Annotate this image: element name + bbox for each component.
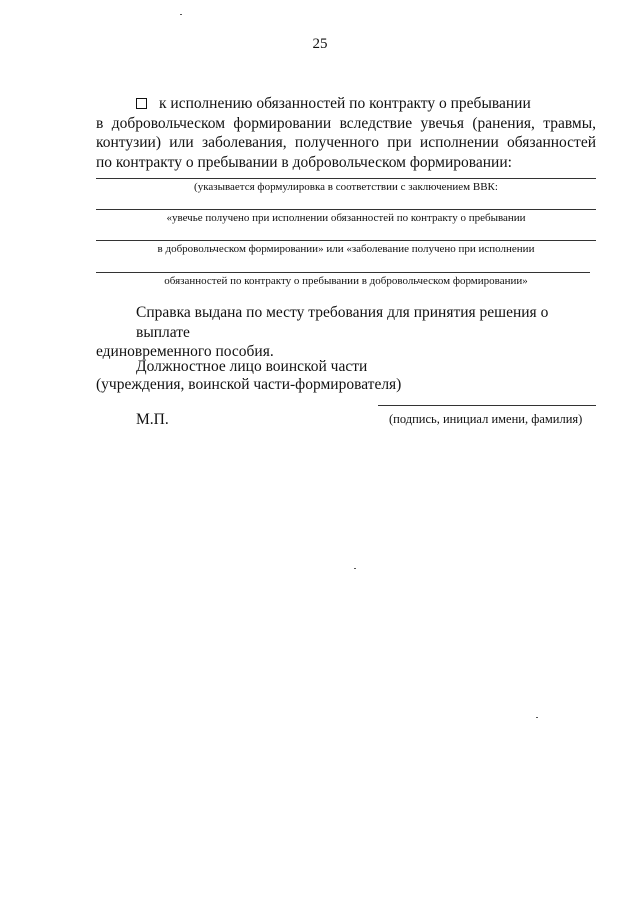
option-line-1: к исполнению обязанностей по контракту о пребывании (159, 95, 531, 112)
fill-line-2 (96, 209, 596, 210)
official-subtitle: (учреждения, воинской части-формирователя) (96, 376, 402, 393)
signature-line (378, 405, 596, 406)
caption-2: «увечье получено при исполнении обязанностей по контракту о пребывании (166, 212, 526, 224)
official-title: Должностное лицо воинской части (136, 358, 368, 375)
option-line-2: в добровольческом формировании вследствие увечья (ранения, травмы, (96, 114, 596, 132)
page-number: 25 (312, 36, 328, 52)
certificate-line-1: Справка выдана по месту требования для принятия решения о выплате (136, 304, 549, 341)
certificate-line-2: единовременного пособия. (96, 343, 274, 360)
option-paragraph (96, 94, 596, 172)
scan-speck (536, 717, 538, 718)
option-line-4: по контракту о пребывании в добровольческом формировании: (96, 153, 512, 171)
signature-caption: (подпись, инициал имени, фамилия) (389, 412, 583, 426)
caption-3: в добровольческом формировании» или «заболевание получено при исполнении (157, 243, 535, 255)
scan-speck (354, 568, 356, 569)
fill-line-4 (96, 272, 590, 273)
stamp-label: М.П. (136, 411, 169, 428)
certificate-paragraph (96, 303, 596, 362)
scan-speck (180, 14, 182, 15)
caption-1: (указывается формулировка в соответствии с заключением ВВК: (194, 181, 498, 193)
caption-4: обязанностей по контракту о пребывании в добровольческом формировании» (164, 275, 528, 287)
option-line-1-row (96, 94, 596, 114)
fill-line-1 (96, 178, 596, 179)
fill-line-3 (96, 240, 596, 241)
option-line-3: контузии) или заболевания, полученного при исполнении обязанностей (96, 134, 596, 151)
checkbox[interactable] (136, 98, 147, 109)
